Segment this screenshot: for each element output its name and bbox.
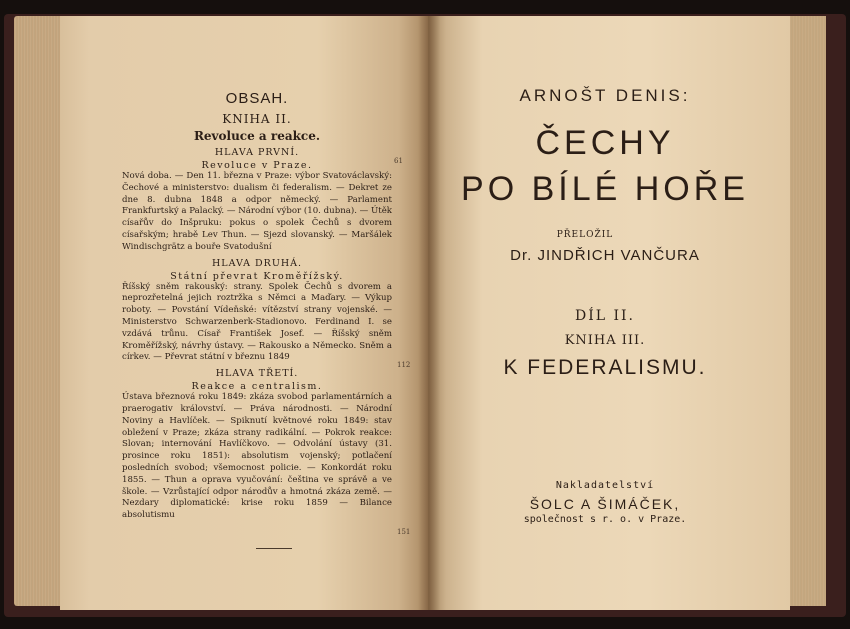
page-edges-right <box>786 16 826 606</box>
chapter-1-page-number: 61 <box>394 157 403 165</box>
chapter-2-text: Říšský sněm rakouský: strany. Spolek Čechů s dvorem a neprozřetelná jejich roztržka s Němci a Maďary. — Výkup roboty. — Povstání Vídeňské: vítězství strany vojenské. — Ministerstvo Schwarzenberk-Stadionovo. Ferdinand I. se vzdává trůnu. Císař František Josef. — Říšský sněm Kroměřížský, návrhy ústavy. — Rakousko a Německo. Sněm a církev. — Převrat státní v březnu 1849 <box>122 281 392 363</box>
chapter-3-page-number: 151 <box>397 528 411 536</box>
end-rule <box>256 548 292 549</box>
chapter-1-subtitle: Revoluce v Praze. <box>201 160 313 171</box>
chapter-2-heading: HLAVA DRUHÁ. <box>211 257 303 269</box>
chapter-1-heading: HLAVA PRVNÍ. <box>214 147 300 158</box>
translator-name: Dr. JINDŘICH VANČURA <box>510 247 700 264</box>
publisher-label: Nakladatelství <box>555 480 655 491</box>
chapter-1-text: Nová doba. — Den 11. března v Praze: výbor Svatováclavský: Čechové a ministerstvo: dualism či federalism. — Dekret ze dne 8. dubna 1848 a odpor německý. — Parlament Frankfurtský a Palacký. — Národní výbor (10. dubna). — Útěk císařův do Inšpruku: pokus o spolek Čechů s dvorem císařským; hrabě Lev Thun. — Sjezd slovanský. — Maršálek Windischgrätz a bouře Svatodušní <box>122 171 392 252</box>
toc-book: KNIHA II. <box>222 112 292 126</box>
book-gutter <box>418 16 440 610</box>
table-of-contents <box>122 90 392 522</box>
chapter-2-subtitle: Státní převrat Kroměřížský. <box>170 270 344 282</box>
toc-book-title: Revoluce a reakce. <box>193 129 321 143</box>
volume-number: DÍL II. <box>574 308 635 324</box>
page-edges-left <box>14 16 66 606</box>
publisher-detail: společnost s r. o. v Praze. <box>523 514 687 525</box>
book-title-line-1: ČECHY <box>535 124 675 162</box>
chapter-3-subtitle: Reakce a centralism. <box>191 381 323 393</box>
toc-title: OBSAH. <box>225 90 289 107</box>
book-subtitle: K FEDERALISMU. <box>503 356 707 379</box>
chapter-3-heading: HLAVA TŘETÍ. <box>215 368 299 380</box>
publisher-name: ŠOLC A ŠIMÁČEK, <box>529 496 681 512</box>
author-name: ARNOŠT DENIS: <box>519 86 691 105</box>
translated-by-label: PŘELOŽIL <box>556 230 614 240</box>
chapter-2-page-number: 112 <box>397 361 411 369</box>
chapter-3-text: Ústava březnová roku 1849: zkáza svobod parlamentárních a praerogativ království. — Práva národnosti. — Národní Noviny a Havlíček. — Spiknutí květnové roku 1849: stav obležení v Praze; zkáza strany radikální. — Pokrok reakce: Slovan; internování Havlíčkovo. — Odvolání ústavy (31. prosince roku 1851): absolutism vojenský; potlačení posledních svobod; všemocnost policie. — Konkordát roku 1855. — Thun a oprava vyučování: čeština ve správě a ve škole. — Vzrůstající odpor národův a hmotná zkáza země. — Nezdary diplomatické: krise roku 1859 — Bilance absolutismu <box>122 392 392 521</box>
book-number: KNIHA III. <box>564 333 646 348</box>
book-title-line-2: PO BÍLÉ HOŘE <box>461 170 749 208</box>
